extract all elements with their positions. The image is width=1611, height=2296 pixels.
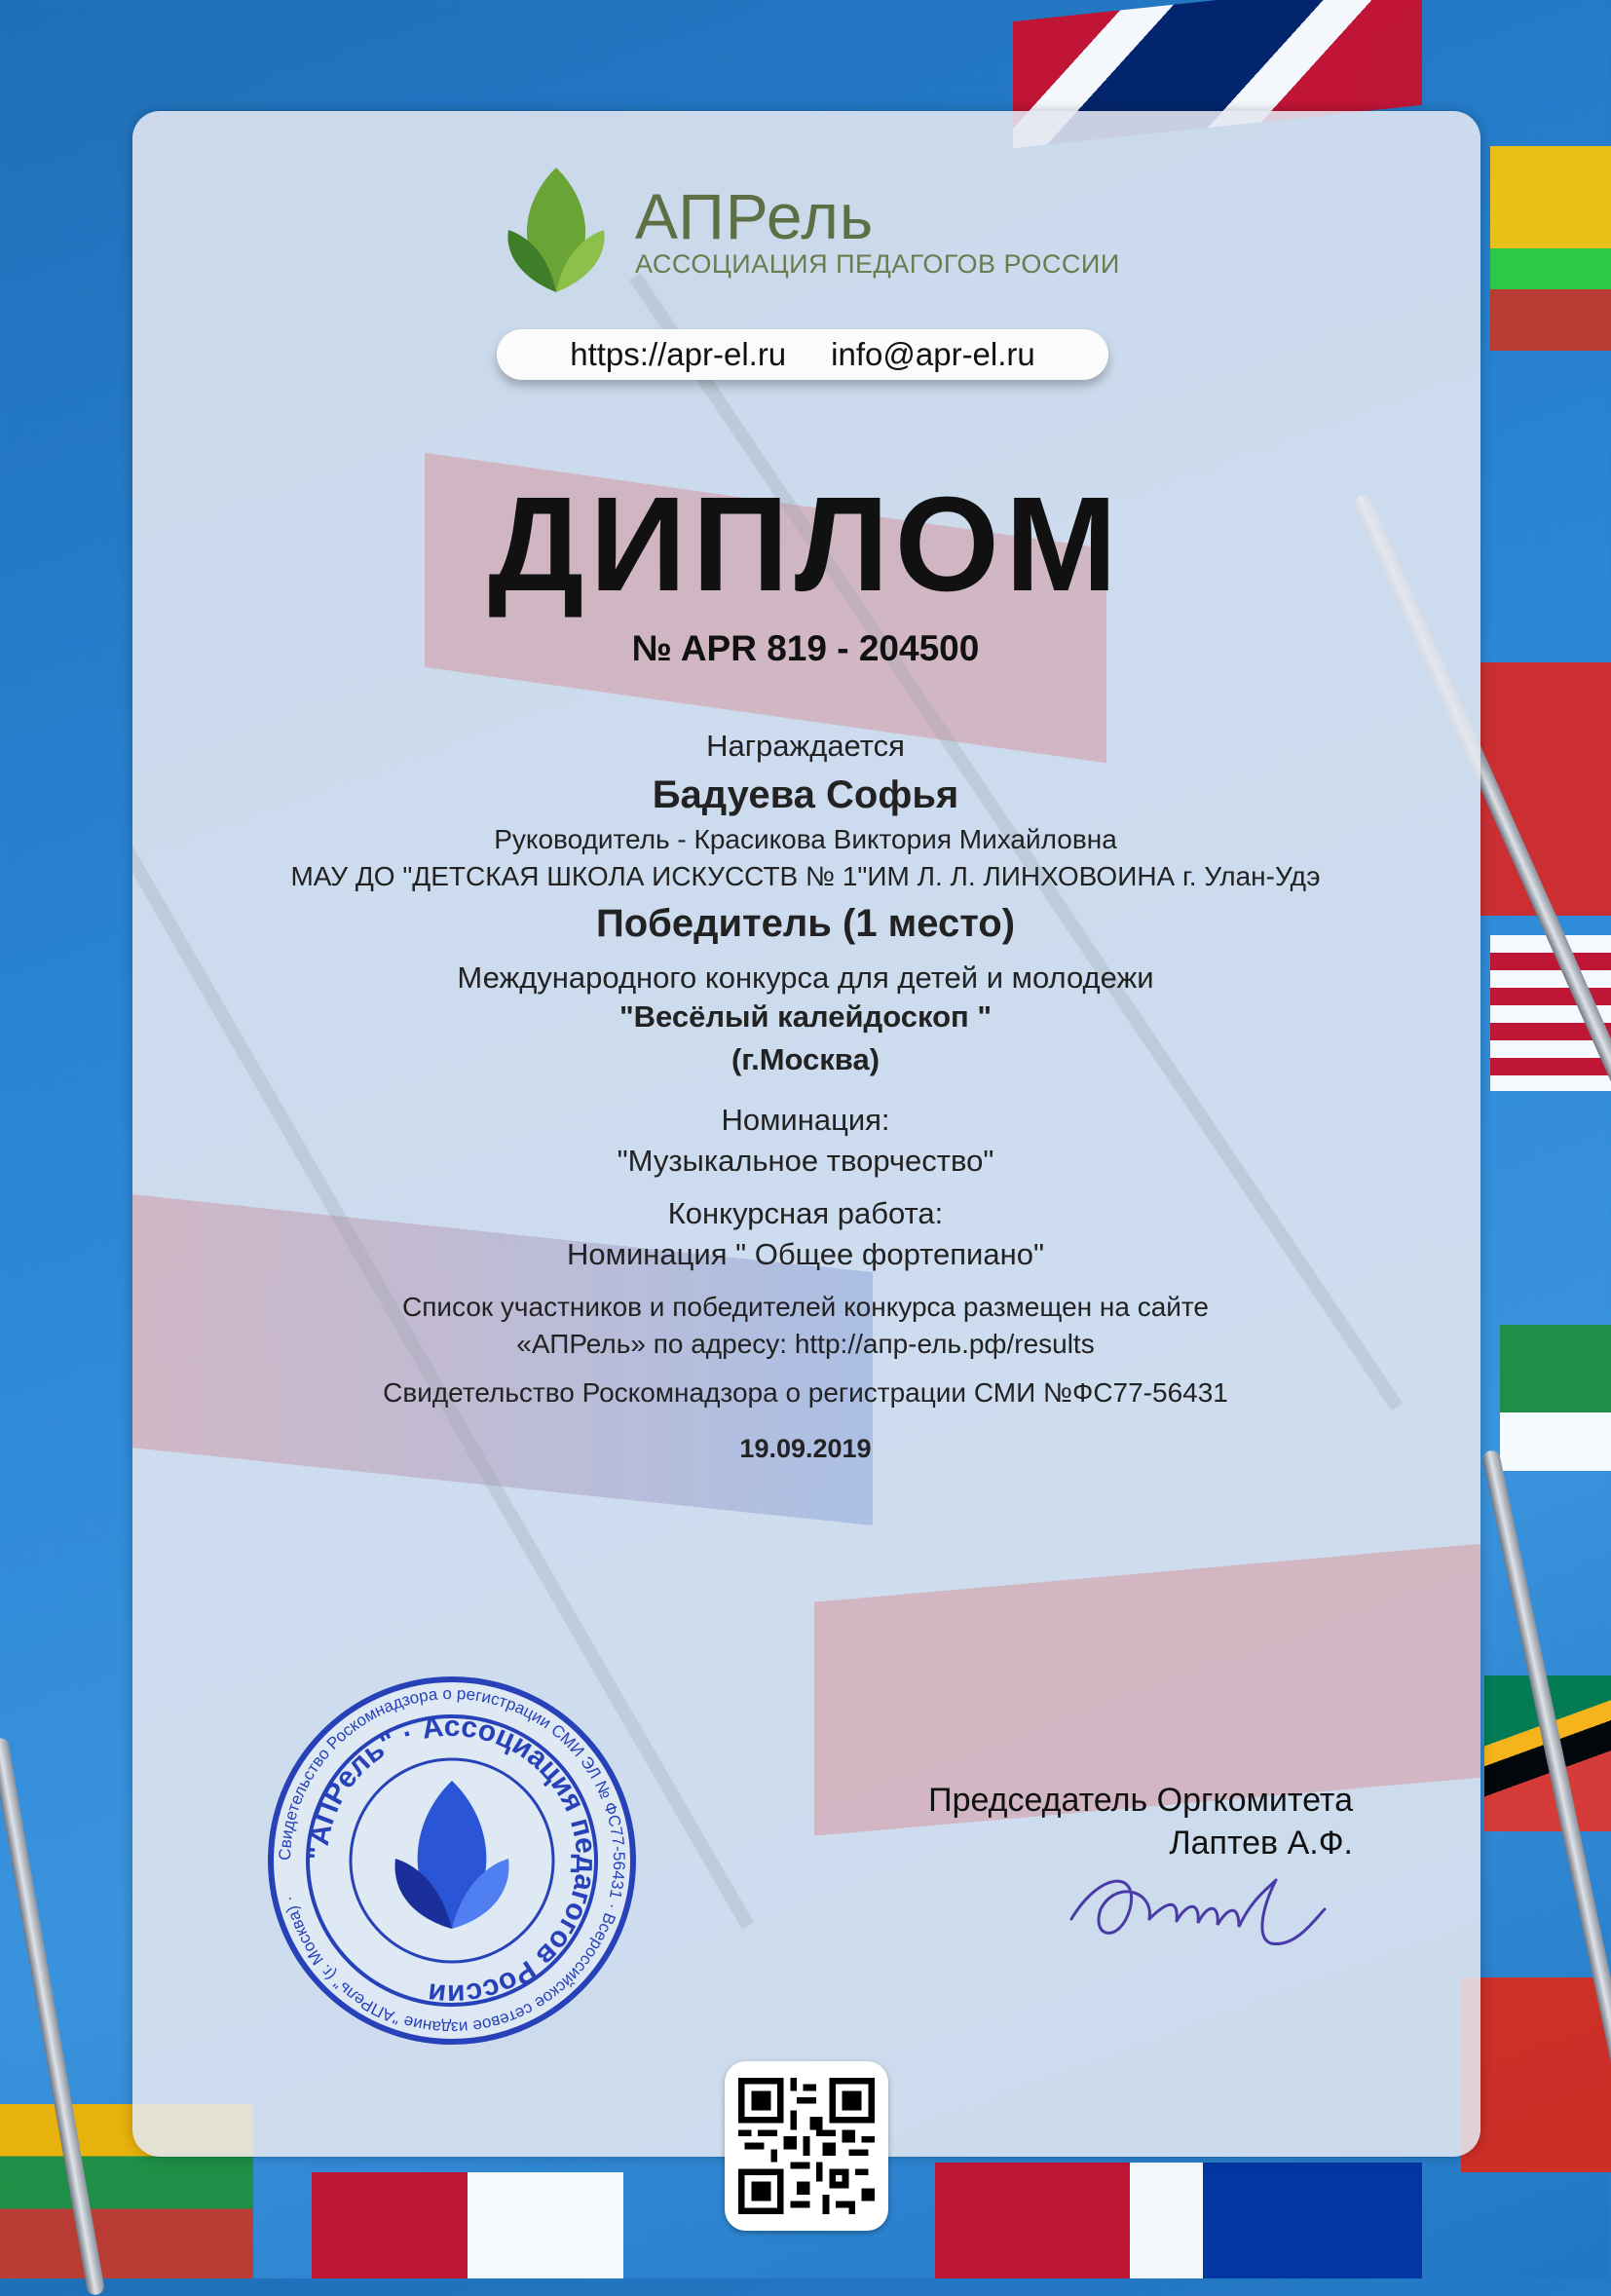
handwritten-signature <box>1062 1851 1334 1958</box>
awarded-label: Награждается <box>706 729 905 763</box>
flag-bottom-mid <box>312 2172 623 2278</box>
signer-name: Лаптев А.Ф. <box>1169 1825 1353 1862</box>
place: Победитель (1 место) <box>595 902 1016 945</box>
diploma-date: 19.09.2019 <box>739 1434 872 1463</box>
nomination-value: "Музыкальное творчество" <box>617 1144 994 1178</box>
organization-stamp <box>265 1674 639 2048</box>
email-link[interactable]: info@apr-el.ru <box>831 336 1035 372</box>
stamp-outer-text: Свидетельство Роскомнадзора о регистрации СМИ ЭЛ № ФС77-56431 · Всероссийское сетевое издание "АПРель" (г. Москва) · <box>275 1683 629 2038</box>
institution: МАУ ДО "ДЕТСКАЯ ШКОЛА ИСКУССТВ № 1"ИМ Л. Л. ЛИНХОВОИНА г. Улан-Удэ <box>290 861 1321 891</box>
flag-bottom-right <box>935 2163 1422 2278</box>
nomination-label: Номинация: <box>721 1103 890 1137</box>
logo-name: АПРель <box>635 180 875 252</box>
work-label: Конкурсная работа: <box>667 1196 944 1230</box>
contest-name: "Весёлый калейдоскоп " <box>618 999 993 1034</box>
diploma-title: ДИПЛОМ <box>488 470 1123 620</box>
registration-info: Свидетельство Роскомнадзора о регистрации СМИ №ФС77-56431 <box>383 1377 1228 1408</box>
supervisor: Руководитель - Красикова Виктория Михайловна <box>494 824 1117 854</box>
contest-type: Международного конкурса для детей и молодежи <box>457 960 1154 995</box>
contact-links <box>497 329 1108 380</box>
leaf-icon <box>503 162 610 298</box>
results-line-1: Список участников и победителей конкурса размещен на сайте <box>401 1292 1210 1322</box>
contest-city: (г.Москва) <box>731 1042 880 1076</box>
website-link[interactable]: https://apr-el.ru <box>570 336 787 372</box>
results-line-2: «АПРель» по адресу: http://апр-ель.рф/results <box>516 1329 1095 1359</box>
signer-position: Председатель Оргкомитета <box>928 1782 1353 1819</box>
work-value: Номинация " Общее фортепиано" <box>567 1237 1044 1271</box>
diploma-number: № APR 819 - 204500 <box>631 628 980 668</box>
stamp-inner-text: "АПРель" · Ассоциация педагогов России <box>301 1710 603 2012</box>
recipient-name: Бадуева Софья <box>652 773 959 816</box>
apr-el-logo <box>503 162 1126 308</box>
flag-red-low <box>1461 1977 1611 2172</box>
qr-code[interactable] <box>725 2061 888 2231</box>
qr-code-icon <box>738 2078 875 2214</box>
logo-subtitle: АССОЦИАЦИЯ ПЕДАГОГОВ РОССИИ <box>635 249 1120 279</box>
flag-yellow <box>1490 146 1611 351</box>
